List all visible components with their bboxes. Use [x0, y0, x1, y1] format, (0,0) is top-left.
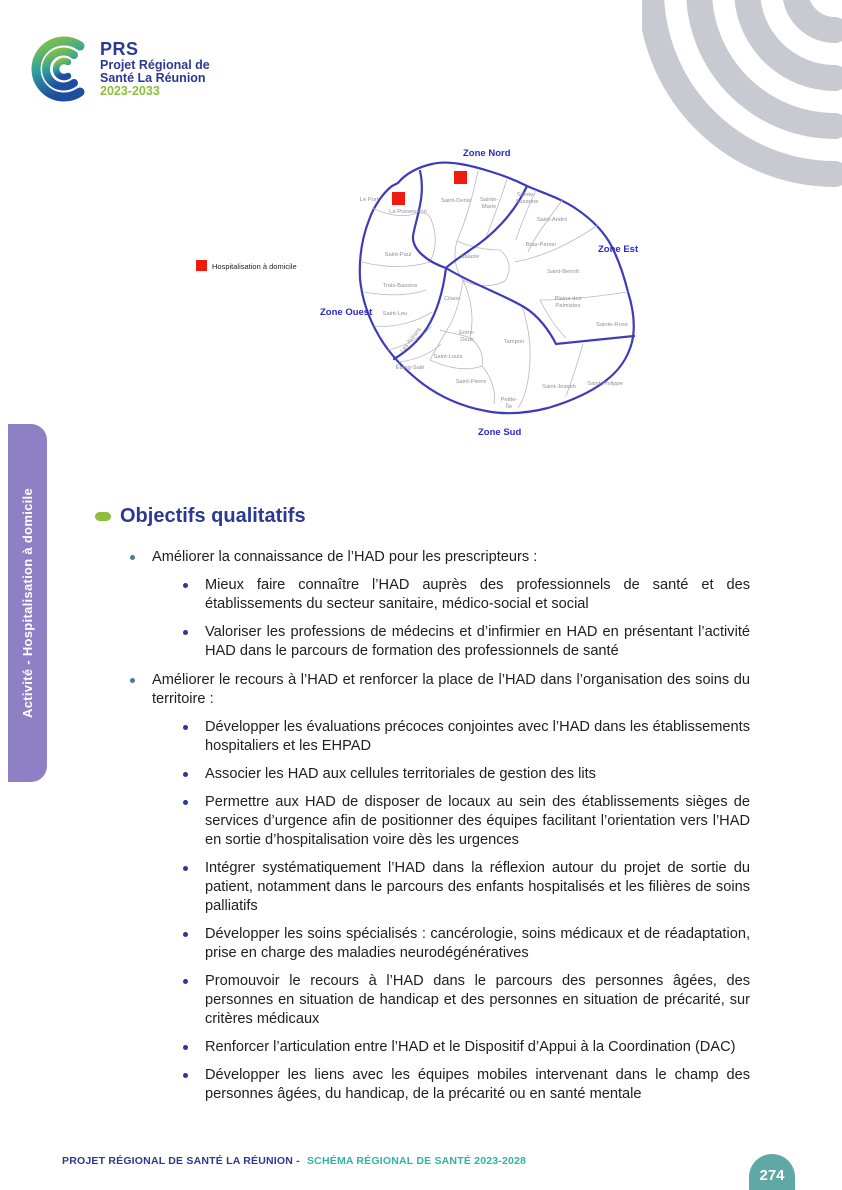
logo-title-line1: Projet Régional de: [100, 57, 210, 72]
bullet-dot-icon: [130, 678, 135, 683]
commune-label: Saint-Philippe: [587, 381, 623, 387]
list-item: [95, 548, 750, 661]
list-item: [152, 623, 750, 661]
commune-label: Saint-Joseph: [542, 384, 576, 390]
commune-label: Palmistes: [555, 303, 581, 309]
commune-label: Salazie: [460, 254, 480, 260]
list-item: [152, 793, 750, 850]
legend-red-square-icon: [196, 260, 207, 271]
list-item: [152, 1066, 750, 1104]
commune-label: Trois-Bassins: [382, 283, 418, 289]
sidebar-tab-activite-had: [8, 424, 47, 782]
bullet-dot-icon: [183, 979, 188, 984]
zone-label-nord: Zone Nord: [463, 148, 511, 159]
bullet-dot-icon: [183, 1045, 188, 1050]
commune-label: La Possession: [389, 209, 427, 215]
list-item: [152, 765, 750, 784]
commune-label: Saint-Benoît: [547, 269, 579, 275]
list-item-text: Améliorer la connaissance de l’HAD pour les prescripteurs :: [152, 549, 538, 565]
bullet-dot-icon: [183, 866, 188, 871]
list-item: [95, 671, 750, 1104]
prs-logo: [30, 33, 210, 105]
list-item-text: Mieux faire connaître l’HAD auprès des professionnels de santé et des établissements du secteur sanitaire, médico-social et social: [205, 577, 750, 612]
commune-label: Petite-: [500, 397, 518, 403]
zone-label-est: Zone Est: [598, 244, 639, 255]
footer-title: PROJET RÉGIONAL DE SANTÉ LA RÉUNION -: [62, 1155, 300, 1167]
list-item-text: Développer les soins spécialisés : cancérologie, soins médicaux et de réadaptation, prise en charge des maladies neurodégénératives: [205, 926, 750, 961]
commune-label: Deux: [460, 337, 474, 343]
list-item: [152, 1038, 750, 1057]
list-item-text: Permettre aux HAD de disposer de locaux au sein des établissements sièges de services d’urgence afin de positionner des équipes facilitant l’orientation vers l’HAD en sortie d’hospitalisation voire dès les urgences: [205, 794, 750, 848]
list-item: [152, 576, 750, 614]
commune-label: Les Avirons: [399, 326, 423, 355]
page-number-badge: [749, 1154, 795, 1190]
green-bullet-icon: [95, 512, 111, 521]
commune-label: Sainte-: [516, 192, 536, 198]
commune-label: Saint-Louis: [433, 354, 463, 360]
footer-subtitle: SCHÉMA RÉGIONAL DE SANTÉ 2023-2028: [306, 1155, 527, 1167]
prs-arcs-icon: [30, 33, 92, 105]
bullet-dot-icon: [183, 772, 188, 777]
list-item: [152, 972, 750, 1029]
bullet-dot-icon: [183, 630, 188, 635]
had-marker-saint-denis: [454, 171, 467, 184]
list-item-text: Promouvoir le recours à l’HAD dans le parcours des personnes âgées, des personnes en situation de handicap et des personnes en situation de précarité, sur critères médicaux: [205, 973, 750, 1027]
logo-text: [100, 40, 210, 98]
zone-label-ouest: Zone Ouest: [320, 307, 373, 318]
bullet-list-level2: [152, 718, 750, 1104]
commune-label: Saint-André: [536, 217, 568, 223]
commune-label: Saint-Denis: [441, 198, 471, 204]
list-item-text: Renforcer l’articulation entre l’HAD et le Dispositif d’Appui à la Coordination (DAC): [205, 1039, 736, 1055]
commune-label: Suzanne: [515, 199, 539, 205]
logo-acronym: PRS: [100, 38, 139, 59]
list-item: [152, 925, 750, 963]
bullet-list-level1: [95, 548, 750, 1104]
commune-label: Sainte-Rose: [596, 322, 628, 328]
list-item-text: Développer les évaluations précoces conjointes avec l’HAD dans les établissements hospitaliers et les EHPAD: [205, 719, 750, 754]
bullet-dot-icon: [183, 800, 188, 805]
commune-label: Saint-Leu: [382, 311, 408, 317]
commune-label: Tampon: [503, 339, 525, 345]
bullet-dot-icon: [183, 932, 188, 937]
commune-label: Saint-Paul: [384, 252, 412, 258]
commune-label: Étang-Salé: [395, 365, 425, 371]
page-number: 274: [759, 1167, 785, 1184]
section-heading-label: Objectifs qualitatifs: [120, 505, 306, 527]
zone-label-sud: Zone Sud: [478, 427, 522, 438]
commune-label: Marie: [481, 204, 497, 210]
reunion-had-map: [180, 140, 660, 450]
bullet-dot-icon: [130, 555, 135, 560]
map-svg: [180, 140, 660, 450]
list-item-text: Valoriser les professions de médecins et d’infirmier en HAD en présentant l’activité HAD dans le parcours de formation des professionnels de santé: [205, 624, 750, 659]
commune-label: Bras-Panon: [525, 242, 557, 248]
bullet-list-level2: [152, 576, 750, 661]
section-heading: [95, 505, 750, 528]
footer: [62, 1155, 526, 1167]
list-item: [152, 859, 750, 916]
logo-title-line2: Santé La Réunion: [100, 70, 206, 85]
list-item-text: Améliorer le recours à l’HAD et renforcer la place de l’HAD dans l’organisation des soins du territoire :: [152, 672, 750, 707]
commune-label: Île: [505, 404, 513, 410]
list-item-text: Intégrer systématiquement l’HAD dans la réflexion autour du projet de sortie du patient, notamment dans le parcours des enfants hospitalisés et les filières de soins palliatifs: [205, 860, 750, 914]
corner-arcs-decoration-icon: [642, 0, 842, 190]
bullet-dot-icon: [183, 725, 188, 730]
legend-label: Hospitalisation à domicile: [212, 262, 297, 271]
commune-label: Plaine des: [554, 296, 582, 302]
list-item: [152, 718, 750, 756]
commune-label: Saint-Pierre: [455, 379, 487, 385]
main-content: [95, 505, 750, 1114]
commune-label: Entre-: [459, 330, 475, 336]
list-item-text: Développer les liens avec les équipes mobiles intervenant dans le champ des personnes âgées, du handicap, de la précarité ou en santé mentale: [205, 1067, 750, 1102]
commune-label: Sainte-: [479, 197, 499, 203]
had-marker-la-possession: [392, 192, 405, 205]
logo-years: 2023-2033: [100, 84, 160, 98]
list-item-text: Associer les HAD aux cellules territoriales de gestion des lits: [205, 766, 596, 782]
map-legend: [196, 260, 297, 271]
commune-label: Cilaos: [443, 296, 461, 302]
commune-label: Le Port: [359, 197, 379, 203]
bullet-dot-icon: [183, 1073, 188, 1078]
bullet-dot-icon: [183, 583, 188, 588]
sidebar-tab-label: Activité - Hospitalisation à domicile: [20, 488, 35, 718]
